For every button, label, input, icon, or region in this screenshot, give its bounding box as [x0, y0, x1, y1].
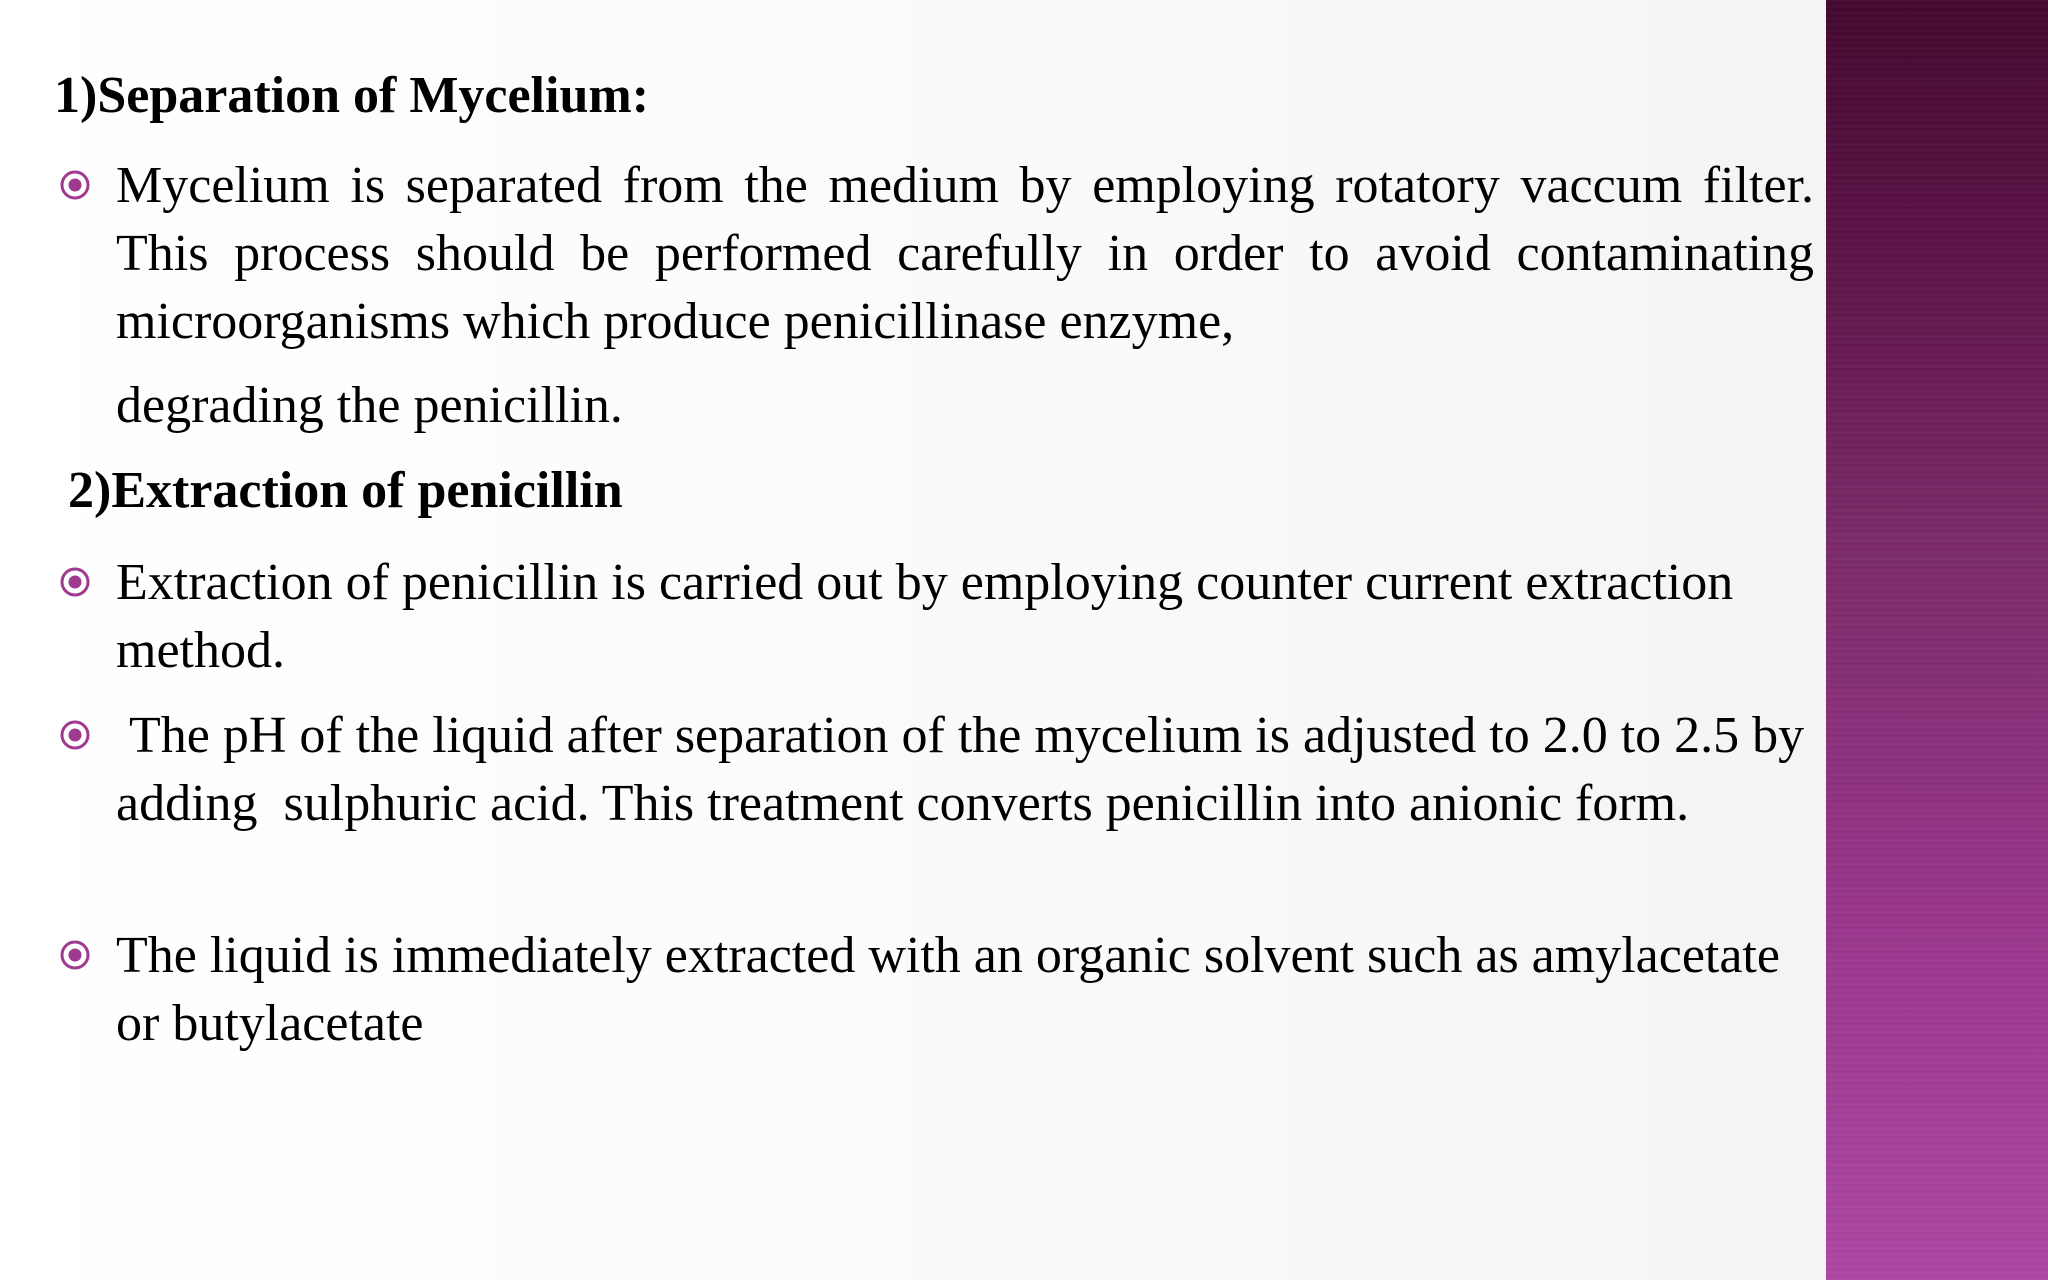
circled-dot-bullet-icon	[58, 565, 92, 599]
section-heading-separation: 1)Separation of Mycelium:	[54, 67, 650, 124]
section-heading-extraction: 2)Extraction of penicillin	[68, 462, 623, 519]
circled-dot-bullet-icon	[58, 718, 92, 752]
bullet-text	[116, 152, 1814, 440]
bullet-text: Extraction of penicillin is carried out by employing counter current extraction method.	[116, 554, 1734, 679]
bullet-text-last-line: degrading the penicillin.	[116, 377, 623, 434]
decorative-side-bar	[1826, 0, 2048, 1280]
bullet-text-body: Mycelium is separated from the medium by employing rotatory vaccum filter. This process should be performed carefully in order to avoid contaminating microorganisms which produce penicillinase enzyme,	[116, 157, 1814, 350]
bullet-text: The pH of the liquid after separation of the mycelium is adjusted to 2.0 to 2.5 by adding sulphuric acid. This treatment converts penicillin into anionic form.	[116, 707, 1818, 832]
bullet-text: The liquid is immediately extracted with an organic solvent such as amylacetate or butylacetate	[116, 927, 1780, 1052]
circled-dot-bullet-icon	[58, 168, 92, 202]
circled-dot-bullet-icon	[58, 938, 92, 972]
